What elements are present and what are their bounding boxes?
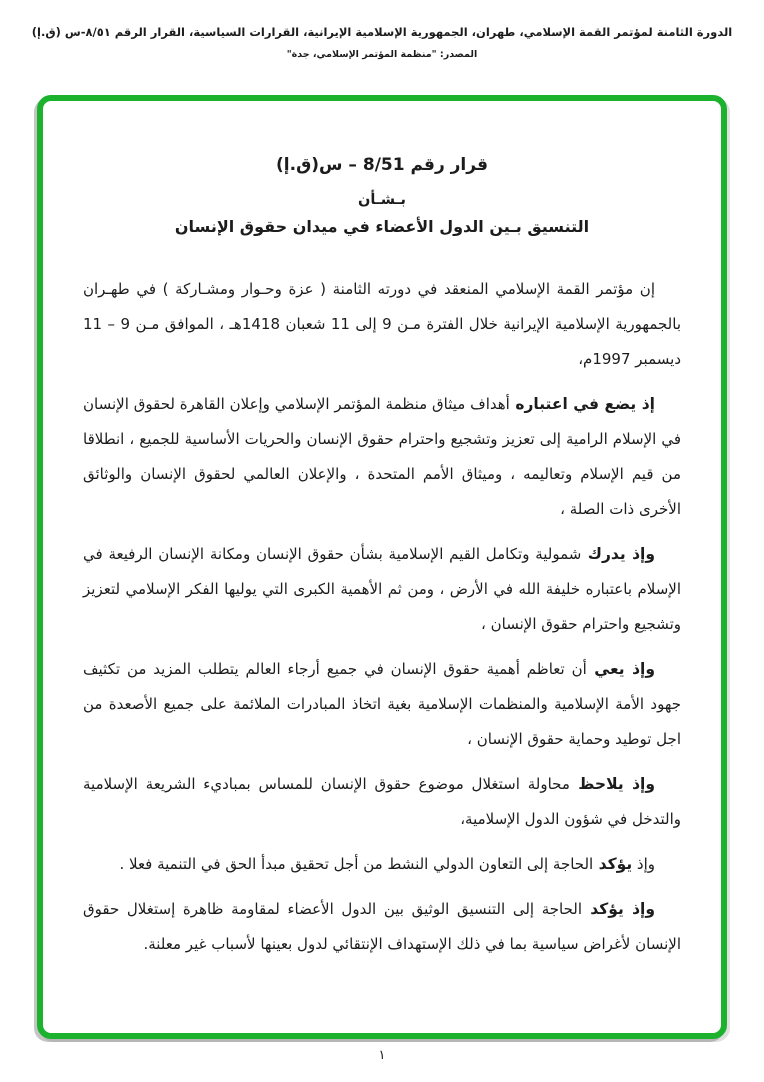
- paragraph-noting: [83, 767, 681, 837]
- document-frame: [37, 95, 727, 1039]
- paragraph-text: محاولة استغلال موضوع حقوق الإنسان للمساس بمباديء الشريعة الإسلامية والتدخل في شؤون الدول الإسلامية،: [83, 775, 681, 828]
- paragraph-text: أن تعاظم أهمية حقوق الإنسان في جميع أرجاء العالم يتطلب المزيد من تكثيف جهود الأمة الإسلامية والمنظمات الإسلامية بغية اتخاذ المبادرات الملائمة على جميع الأصعدة من اجل توطيد وحماية حقوق الإنسان ،: [83, 660, 681, 748]
- page-number: ١: [378, 1048, 386, 1063]
- resolution-document: [43, 101, 721, 962]
- paragraph-lead: وإذ يعي: [586, 660, 655, 678]
- paragraph-text: شمولية وتكامل القيم الإسلامية بشأن حقوق الإنسان ومكانة الإنسان الرفيعة في الإسلام باعتباره خليفة الله في الأرض ، ومن ثم الأهمية الكبرى التي يوليها الفكر الإسلامي لتعزيز وتشجيع واحترام حقوق الإنسان ،: [83, 545, 681, 633]
- paragraph-text: الحاجة إلى التعاون الدولي النشط من أجل تحقيق مبدأ الحق في التنمية فعلا .: [119, 855, 594, 873]
- paragraph-considering: [83, 387, 681, 527]
- resolution-number-title: قرار رقم 8/51 – س(ق.إ): [276, 155, 488, 175]
- resolution-body: [83, 272, 681, 962]
- resolution-regarding-label: بـشـأن: [358, 192, 406, 208]
- paragraph-affirming-coordination: [83, 892, 681, 962]
- paragraph-text: أهداف ميثاق منظمة المؤتمر الإسلامي وإعلان القاهرة لحقوق الإنسان في الإسلام الرامية إلى تعزيز وتشجيع واحترام حقوق الإنسان والحريات الأساسية للجميع ، انطلاقا من قيم الإسلام وتعاليمه ، وميثاق الأمم المتحدة ، والإعلان العالمي لحقوق الإنسان والوثائق الأخرى ذات الصلة ،: [83, 395, 681, 518]
- paragraph-preamble: [83, 272, 681, 377]
- paragraph-aware: [83, 652, 681, 757]
- paragraph-lead: وإذ يدرك: [581, 545, 655, 563]
- paragraph-text: إن مؤتمر القمة الإسلامي المنعقد في دورته الثامنة ( عزة وحـوار ومشـاركة ) في طهـران بالجمهورية الإسلامية الإيرانية خلال الفترة مـن 9 إلى 11 شعبان 1418هـ ، الموافق مـن 9 – 11 ديسمبر 1997م،: [83, 280, 681, 368]
- paragraph-lead: إذ يضع في اعتباره: [509, 395, 655, 413]
- resolution-subject-title: التنسيق بـين الدول الأعضاء في ميدان حقوق الإنسان: [174, 217, 590, 236]
- paragraph-lead: يؤكد: [593, 855, 633, 873]
- paragraph-affirming-cooperation: [83, 847, 681, 882]
- paragraph-lead: وإذ يلاحظ: [569, 775, 655, 793]
- paragraph-text: الحاجة إلى التنسيق الوثيق بين الدول الأعضاء لمقاومة ظاهرة إستغلال حقوق الإنسان لأغراض سياسية بما في ذلك الإستهداف الإنتقائي لدول بعينها لأسباب غير معلنة.: [83, 900, 681, 953]
- header-citation-line: الدورة الثامنة لمؤتمر القمة الإسلامي، طهران، الجمهورية الإسلامية الإيرانية، القرارات السياسية، القرار الرقم ٨/٥١-س (ق.إ): [31, 25, 733, 39]
- header-source-line: المصدر: "منظمة المؤتمر الإسلامي، جدة": [286, 49, 478, 60]
- paragraph-lead: وإذ يؤكد: [582, 900, 655, 918]
- paragraph-recognizing: [83, 537, 681, 642]
- page-header: [0, 0, 764, 60]
- paragraph-prefix: وإذ: [632, 855, 655, 873]
